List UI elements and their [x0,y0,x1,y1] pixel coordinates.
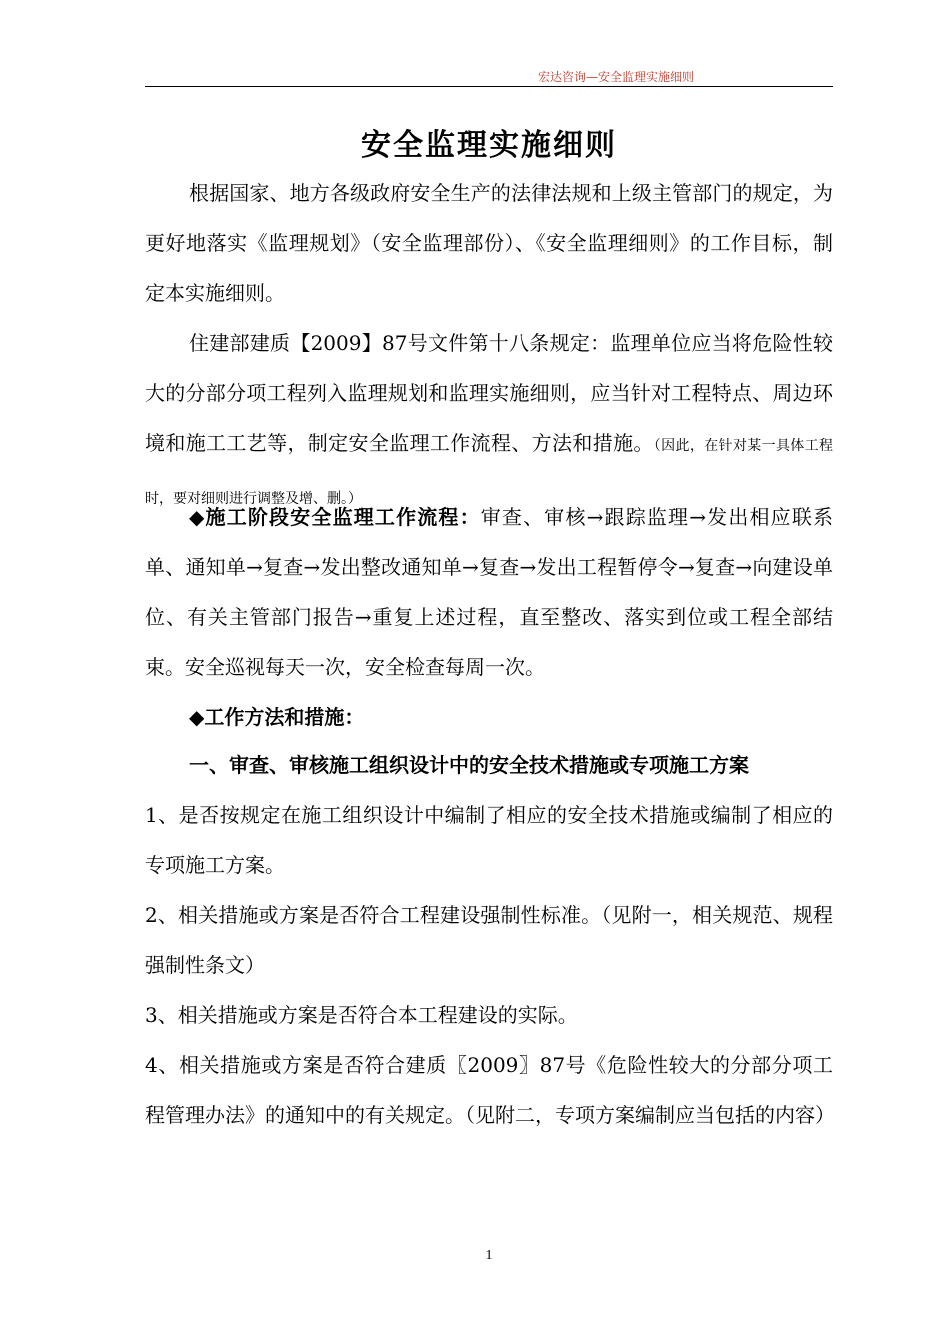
list-item-2: 2、相关措施或方案是否符合工程建设强制性标准。（见附一，相关规范、规程强制性条文） [145,903,833,977]
paragraph-intro: 根据国家、地方各级政府安全生产的法律法规和上级主管部门的规定，为更好地落实《监理规划》（安全监理部份）、《安全监理细则》的工作目标，制定本实施细则。 [145,181,833,305]
list-item-4: 4、相关措施或方案是否符合建质〖2009〗87号《危险性较大的分部分项工程管理办法》的通知中的有关规定。（见附二，专项方案编制应当包括的内容） [145,1053,835,1127]
paragraph-workflow [145,492,833,692]
document-title: 安全监理实施细则 [361,128,617,163]
regulation-note: （因此，在针对某一具体工程时，要对细则进行调整及增、删。） [145,438,834,507]
methods-heading: ◆工作方法和措施： [189,705,365,729]
workflow-text: 审查、审核→跟踪监理→发出相应联系单、通知单→复查→发出整改通知单→复查→发出工程暂停令→复查→向建设单位、有关主管部门报告→重复上述过程，直至整改、落实到位或工程全部结束。安全巡视每天一次，安全检查每周一次。 [145,505,833,679]
regulation-text: 住建部建质【2009】87号文件第十八条规定：监理单位应当将危险性较大的分部分项工程列入监理规划和监理实施细则，应当针对工程特点、周边环境和施工工艺等，制定安全监理工作流程、方法和措施。 [145,331,833,455]
running-header: 宏达咨询—安全监理实施细则 [537,70,694,84]
workflow-label: ◆施工阶段安全监理工作流程： [189,505,481,529]
list-item-3: 3、相关措施或方案是否符合本工程建设的实际。 [145,1003,578,1027]
header-divider [145,86,833,87]
page-number: 1 [485,1248,493,1263]
list-item-1: 1、是否按规定在施工组织设计中编制了相应的安全技术措施或编制了相应的专项施工方案。 [145,803,833,877]
section-heading-1: 一、审查、审核施工组织设计中的安全技术措施或专项施工方案 [189,753,749,777]
